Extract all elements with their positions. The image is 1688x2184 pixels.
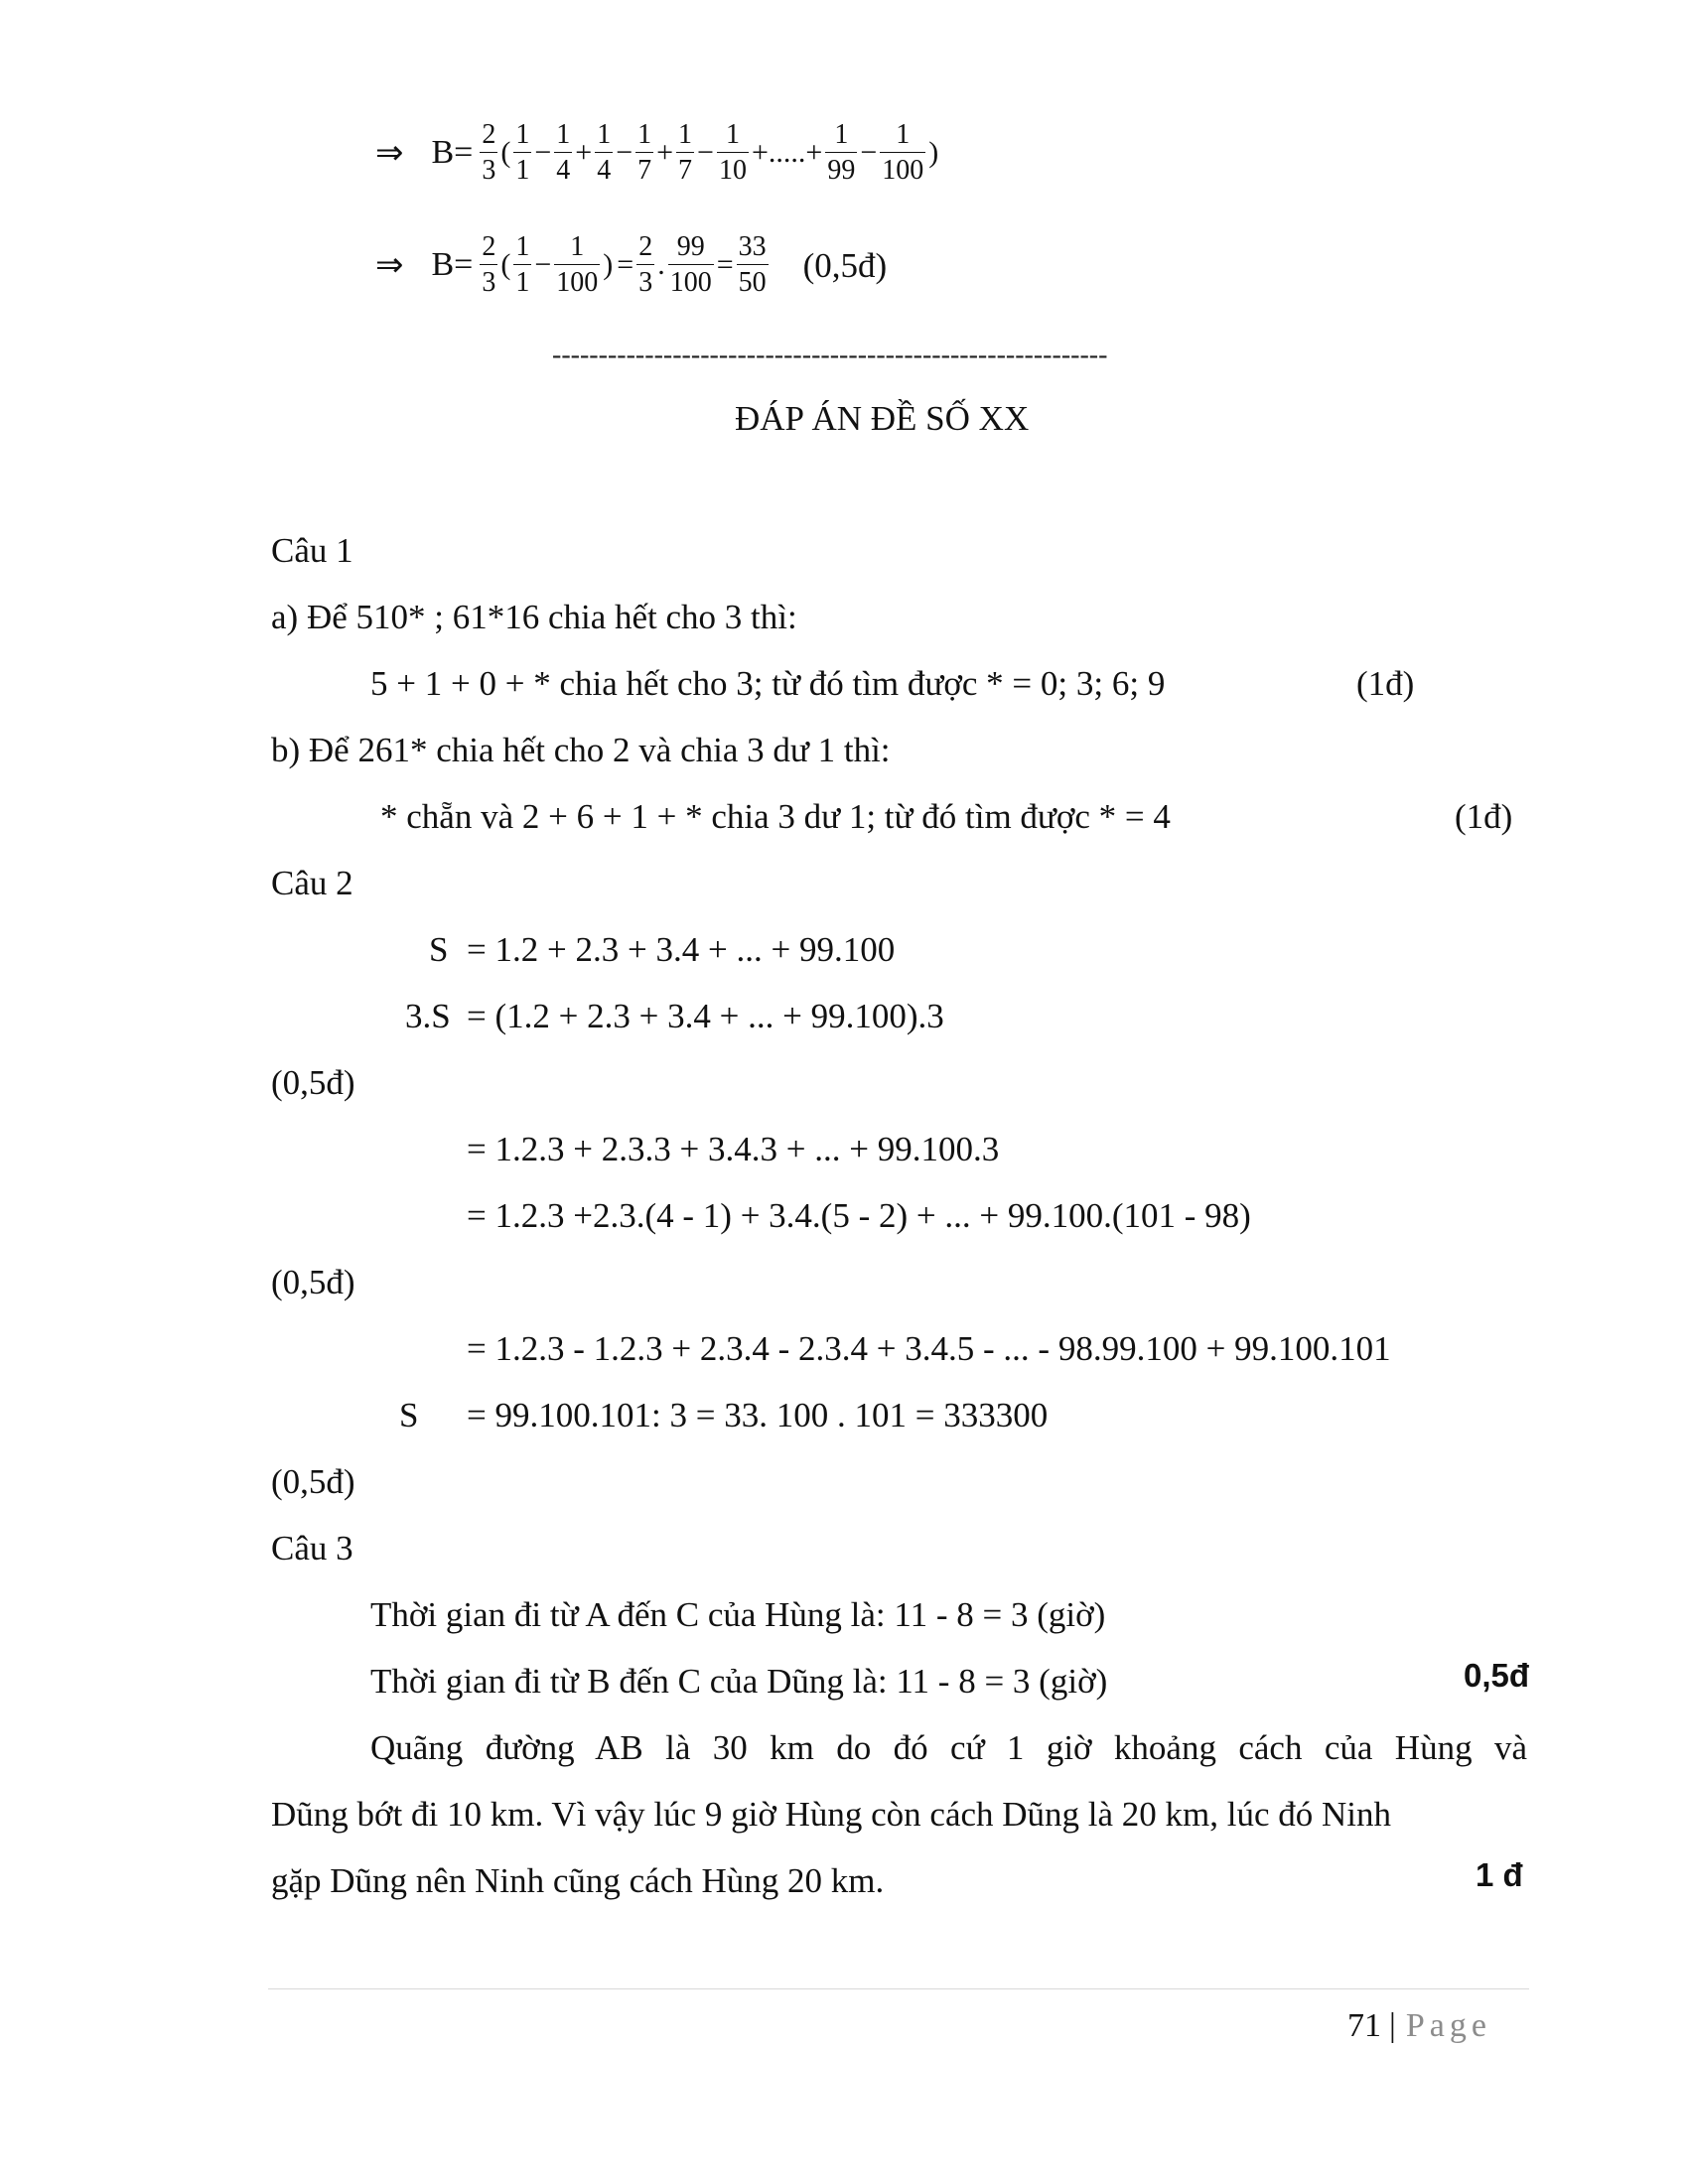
question-1b-score: (1đ) (1455, 797, 1513, 836)
sum-lhs: S (429, 930, 449, 969)
sum-result-lhs: S (399, 1396, 419, 1434)
implies-arrow-icon: ⇒ (375, 133, 404, 173)
page-footer (1347, 2007, 1491, 2045)
equation-lhs: B= (431, 246, 474, 283)
fraction: $\frac{1}{100}$ (882, 119, 924, 186)
question-1b-text: b) Để 261* chia hết cho 2 và chia 3 dư 1 thì: (271, 731, 891, 769)
close-paren: ) (603, 248, 614, 281)
sum-step-3: = 1.2.3 + 2.3.3 + 3.4.3 + ... + 99.100.3 (467, 1130, 1000, 1168)
question-1-title: Câu 1 (271, 531, 353, 570)
close-paren: ) (928, 136, 939, 169)
equals-sign: = (617, 248, 634, 281)
section-separator: ------------------------------------------------------------ (552, 340, 1108, 370)
fraction: $\frac{99}{100}$ (669, 231, 712, 298)
score-label: 1 đ (1476, 1856, 1523, 1893)
operator: + (575, 136, 593, 169)
page-number: 71 (1347, 2007, 1381, 2044)
sum-times-3-lhs: 3.S (405, 997, 451, 1035)
implies-arrow-icon: ⇒ (375, 245, 404, 285)
operator: − (616, 136, 633, 169)
equation-lhs: B= (431, 134, 474, 171)
operator: + (656, 136, 674, 169)
operator: − (697, 136, 714, 169)
page-heading: ĐÁP ÁN ĐỀ SỐ XX (735, 399, 1030, 438)
score-label: (0,5đ) (802, 245, 888, 285)
fraction: $\frac{1}{4}$ (597, 119, 612, 186)
fraction: $\frac{1}{7}$ (678, 119, 693, 186)
sum-step-5: = 1.2.3 - 1.2.3 + 2.3.4 - 2.3.4 + 3.4.5 - ... - 98.99.100 + 99.100.101 (467, 1329, 1391, 1368)
question-1a-score: (1đ) (1356, 664, 1415, 703)
fraction-series (512, 121, 926, 185)
fraction-coef: $\frac{2}{3}$ (482, 231, 496, 298)
sum-times-3-rhs: = (1.2 + 2.3 + 3.4 + ... + 99.100).3 (467, 997, 944, 1035)
question-3-title: Câu 3 (271, 1529, 353, 1568)
sum-rhs: = 1.2 + 2.3 + 3.4 + ... + 99.100 (467, 930, 896, 969)
question-2-title: Câu 2 (271, 864, 353, 902)
footer-separator: | (1389, 2007, 1396, 2044)
question-1a-detail: 5 + 1 + 0 + * chia hết cho 3; từ đó tìm được * = 0; 3; 6; 9 (370, 664, 1166, 703)
equation-b-result (375, 233, 887, 297)
page-label: Page (1405, 2007, 1491, 2044)
question-1b-detail: * chẵn và 2 + 6 + 1 + * chia 3 dư 1; từ đó tìm được * = 4 (380, 797, 1171, 836)
equation-b-expansion (375, 121, 940, 185)
score-label: (0,5đ) (271, 1263, 355, 1301)
open-paren: ( (500, 248, 511, 281)
fraction: $\frac{1}{99}$ (827, 119, 856, 186)
question-3-paragraph-line-1: Quãng đường AB là 30 km do đó cứ 1 giờ khoảng cách của Hùng và (370, 1728, 1527, 1767)
question-3-paragraph-line-3: gặp Dũng nên Ninh cũng cách Hùng 20 km. (271, 1861, 885, 1900)
fraction: $\frac{1}{7}$ (637, 119, 652, 186)
question-1a-text: a) Để 510* ; 61*16 chia hết cho 3 thì: (271, 598, 797, 636)
minus-sign: − (534, 248, 552, 281)
fraction-result: $\frac{33}{50}$ (738, 231, 767, 298)
operator: − (860, 136, 878, 169)
footer-divider (268, 1988, 1529, 1989)
operator: − (534, 136, 552, 169)
fraction: $\frac{1}{10}$ (718, 119, 747, 186)
question-3-paragraph-line-2: Dũng bớt đi 10 km. Vì vậy lúc 9 giờ Hùng còn cách Dũng là 20 km, lúc đó Ninh (271, 1795, 1392, 1834)
dot-sign: . (657, 248, 665, 281)
sum-result-rhs: = 99.100.101: 3 = 33. 100 . 101 = 333300 (467, 1396, 1049, 1434)
score-label: 0,5đ (1464, 1657, 1530, 1694)
fraction: $\frac{1}{100}$ (556, 231, 599, 298)
fraction-coef: $\frac{2}{3}$ (482, 119, 496, 186)
fraction: $\frac{1}{1}$ (515, 231, 530, 298)
question-3-line-2: Thời gian đi từ B đến C của Dũng là: 11 - 8 = 3 (giờ) (370, 1662, 1108, 1701)
operator: +.....+ (751, 136, 823, 169)
fraction: $\frac{1}{1}$ (515, 119, 530, 186)
score-label: (0,5đ) (271, 1462, 355, 1501)
score-label: (0,5đ) (271, 1063, 355, 1102)
open-paren: ( (500, 136, 511, 169)
fraction: $\frac{2}{3}$ (638, 231, 653, 298)
fraction: $\frac{1}{4}$ (556, 119, 571, 186)
equals-sign: = (716, 248, 734, 281)
question-3-line-1: Thời gian đi từ A đến C của Hùng là: 11 - 8 = 3 (giờ) (370, 1595, 1106, 1634)
sum-step-4: = 1.2.3 +2.3.(4 - 1) + 3.4.(5 - 2) + ... + 99.100.(101 - 98) (467, 1196, 1251, 1235)
